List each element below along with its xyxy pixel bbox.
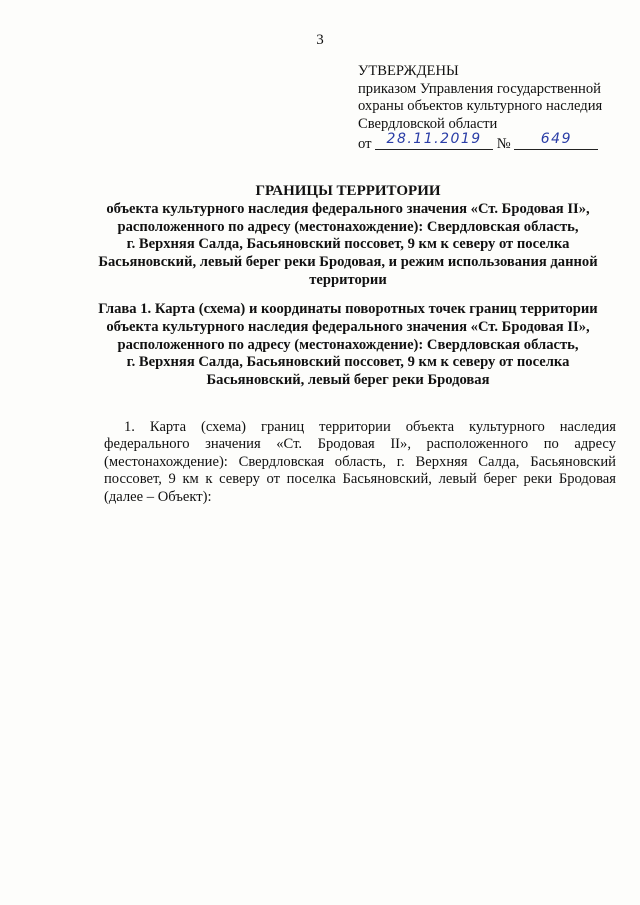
document-title-block xyxy=(78,183,618,290)
from-label: от xyxy=(358,136,372,153)
chapter-line-3: расположенного по адресу (местонахождение): Свердловская область, xyxy=(117,336,579,353)
approval-line-1: приказом Управления государственной xyxy=(358,80,601,97)
chapter-line-2: объекта культурного наследия федерального значения «Ст. Бродовая II», xyxy=(106,318,590,335)
approval-line-2: охраны объектов культурного наследия xyxy=(358,98,603,115)
chapter-line-1: Глава 1. Карта (схема) и координаты поворотных точек границ территории xyxy=(98,301,598,317)
number-field xyxy=(514,130,598,150)
title-line-3: г. Верхняя Салда, Басьяновский поссовет, 9 км к северу от поселка xyxy=(126,236,570,253)
handwritten-number: 649 xyxy=(540,130,572,147)
approval-line-3: Свердловской области xyxy=(358,115,498,132)
handwritten-date: 28.11.2019 xyxy=(386,130,482,147)
chapter-heading xyxy=(78,301,618,390)
title-line-2: расположенного по адресу (местонахождение): Свердловская область, xyxy=(117,218,579,235)
paragraph-1: 1. Карта (схема) границ территории объекта культурного наследия федерального значения «Ст. Бродовая II», расположенного по адресу (местонахождение): Свердловская область, г. Верхняя Салда, Басьяновский поссовет, 9 км к северу от поселка Басьяновский, левый берег реки Бродовая (далее – Объект): xyxy=(104,418,616,505)
document-title: ГРАНИЦЫ ТЕРРИТОРИИ xyxy=(255,183,441,199)
title-line-4: Басьяновский, левый берег реки Бродовая, и режим использования данной xyxy=(98,254,598,271)
chapter-line-5: Басьяновский, левый берег реки Бродовая xyxy=(206,372,490,389)
approval-stamp-block xyxy=(358,63,630,154)
title-line-1: объекта культурного наследия федерального значения «Ст. Бродовая II», xyxy=(106,200,590,217)
title-line-5: территории xyxy=(309,271,387,288)
approval-date-number-line xyxy=(358,130,630,154)
number-label: № xyxy=(496,136,511,153)
date-field xyxy=(375,130,493,150)
approval-heading: УТВЕРЖДЕНЫ xyxy=(358,63,459,79)
chapter-line-4: г. Верхняя Салда, Басьяновский поссовет, 9 км к северу от поселка xyxy=(126,354,570,371)
page-number: 3 xyxy=(316,32,324,48)
